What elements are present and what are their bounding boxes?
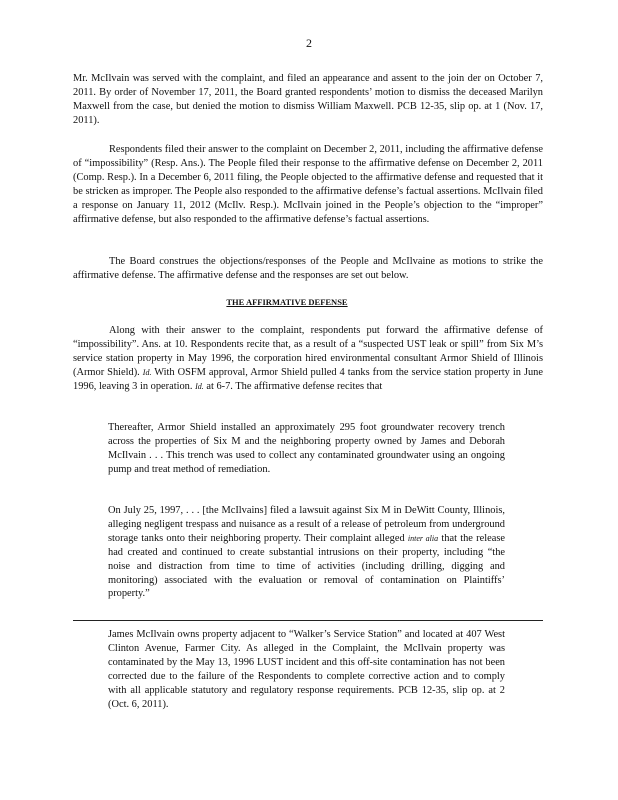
- paragraph4-text-b: With OSFM approval, Armor Shield pulled 4 tanks from the service station property in June 1996, leaving 3 in operation.: [73, 366, 543, 392]
- quote2-text-b: that the release had created and continued to create substantial intrusions on their property, including “the noise and distraction from time to time of activities (including drilling, digging and monitoring) associated with the evaluation or removal of contamination on Plaintiffs’ property.”: [108, 532, 505, 600]
- paragraph-answer-filings: Respondents filed their answer to the complaint on December 2, 2011, including the affirmative defense of “impossibility” (Resp. Ans.). The People filed their response to the affirmative defense on December 2, 2011 (Comp. Resp.). In a December 6, 2011 filing, the People objected to the affirmative defense and requested that it be stricken as improper. The People also responded to the affirmative defense’s factual assertions. McIlvain filed a response on January 11, 2012 (McIlv. Resp.). McIlvain joined in the People’s objection to the “improper” affirmative defense, but also responded to the affirmative defense’s factual assertions.: [73, 144, 543, 225]
- paragraph-board-construes: The Board construes the objections/responses of the People and McIlvaine as motions to strike the affirmative defense. The affirmative defense and the responses are set out below.: [73, 256, 543, 281]
- paragraph-affirmative-defense: [73, 324, 543, 394]
- paragraph4-text-c: at 6-7. The affirmative defense recites that: [206, 380, 383, 392]
- paragraph4-text-a: Along with their answer to the complaint, respondents put forward the affirmative defense of “impossibility”. Ans. at 10. Respondents recite that, as a result of a “suspected UST leak or spill” from Six M’s service station property in May 1996, the corporation hired environmental consultant Armor Shield of Illinois (Armor Shield).: [73, 325, 543, 378]
- citation-id-2: Id.: [195, 381, 204, 391]
- page-number: 2: [306, 36, 312, 50]
- footnote-text: James McIlvain owns property adjacent to “Walker’s Service Station” and located at 407 West Clinton Avenue, Farmer City. As alleged in the Complaint, the McIlvain property was contaminated by the May 13, 1996 LUST incident and this off-site contamination has not been corrected due to the failure of the Respondents to complete corrective action and to comply with all applicable statutory and regulatory response requirements. PCB 12-35, slip op. at 2 (Oct. 6, 2011).: [108, 629, 505, 710]
- footnote-divider: [73, 620, 543, 621]
- paragraph-joinder: Mr. McIlvain was served with the complaint, and filed an appearance and assent to the join der on October 7, 2011. By order of November 17, 2011, the Board granted respondents’ motion to dismiss the deceased Marilyn Maxwell from the case, but denied the motion to dismiss William Maxwell. PCB 12-35, slip op. at 1 (Nov. 17, 2011).: [73, 73, 543, 126]
- block-quote-trench: Thereafter, Armor Shield installed an approximately 295 foot groundwater recovery trench across the properties of Six M and the neighboring property owned by James and Deborah McIlvain . . . This trench was used to collect any contaminated groundwater using an ongoing pump and treat method of remediation.: [108, 422, 505, 475]
- inter-alia-italic: inter alia: [407, 533, 439, 543]
- quote2-text-a: On July 25, 1997, . . . [the McIlvains] filed a lawsuit against Six M in DeWitt County, Illinois, alleging negligent trespass and nuisance as a result of a release of petroleum from underground storage tanks onto their neighboring property. Their complaint alleged: [108, 505, 505, 544]
- section-heading: THE AFFIRMATIVE DEFENSE: [226, 297, 348, 307]
- block-quote-lawsuit: [108, 504, 505, 601]
- citation-id-1: Id.: [142, 367, 152, 377]
